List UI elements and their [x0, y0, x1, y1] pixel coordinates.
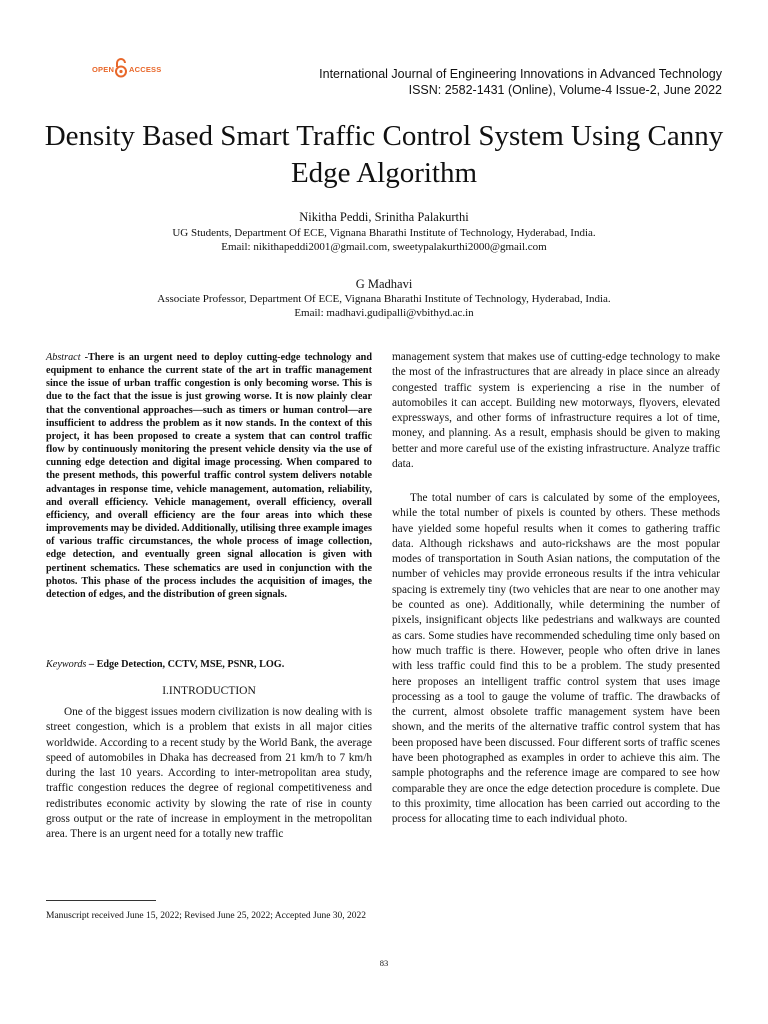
- journal-header: [319, 66, 722, 98]
- section-heading-introduction: I.INTRODUCTION: [162, 685, 256, 697]
- abstract-text: -There is an urgent need to deploy cutting-edge technology and equipment to enhance the current state of the art in traffic management since the issue of urban traffic congestion is only becoming worse. This is due to the fact that the issue is just growing worse. It is now plainly clear that the conventional approaches—such as timers or human control—are insufficient to address the problem as it now stands. In the context of this project, it has been proposed to create a system that can control traffic flow by continuously monitoring the present vehicle density via the use of cunning edge detection and digital image processing. When compared to the present methods, this powerful traffic control system delivers notable advantages in response time, vehicle management, automation, reliability, and overall efficiency. Vehicle management, overall efficiency, overall efficiency, and overall efficiency are the four areas into which these improvements may be divided. Additionally, utilising three example images of various traffic circumstances, the whole process of image collection, edge detection, and eventually green signal allocation is given with pertinent schematics. These schematics are used in conjunction with the photos. This phase of the process includes the acquisition of images, the detection of edges, and the distribution of green signals.: [46, 352, 372, 600]
- author-secondary: G Madhavi: [355, 277, 413, 291]
- email-secondary: Email: madhavi.gudipalli@vbithyd.ac.in: [294, 307, 474, 319]
- journal-issn: ISSN: 2582-1431 (Online), Volume-4 Issue-2, June 2022: [408, 83, 722, 97]
- intro-column-right-continuation: [392, 350, 720, 472]
- authors-primary: Nikitha Peddi, Srinitha Palakurthi: [299, 210, 469, 224]
- logo-open-text: OPEN: [92, 65, 115, 74]
- keywords-label: Keywords: [46, 659, 87, 670]
- footnote-divider: [46, 900, 156, 901]
- affiliation-primary-text: UG Students, Department Of ECE, Vignana Bharathi Institute of Technology, Hyderabad, India.: [172, 227, 596, 239]
- manuscript-footnote: Manuscript received June 15, 2022; Revised June 25, 2022; Accepted June 30, 2022: [46, 911, 367, 921]
- logo-access-text: ACCESS: [129, 65, 162, 74]
- page-number: 83: [379, 958, 389, 968]
- open-lock-icon: [114, 58, 128, 78]
- open-access-logo: [92, 58, 162, 80]
- abstract: [46, 351, 372, 601]
- affiliation-primary: [40, 226, 728, 254]
- abstract-label: Abstract: [46, 352, 81, 363]
- intro-column-right: [392, 491, 720, 828]
- intro-column-left: [46, 705, 372, 843]
- keywords-text: – Edge Detection, CCTV, MSE, PSNR, LOG.: [86, 659, 285, 670]
- paper-title: Density Based Smart Traffic Control System Using Canny Edge Algorithm: [44, 120, 724, 189]
- journal-name: International Journal of Engineering Innovations in Advanced Technology: [319, 67, 722, 81]
- intro-paragraph-1: One of the biggest issues modern civilization is now dealing with is street congestion, which is a problem that exists in all major cities worldwide. According to a recent study by the World Bank, the average speed of automobiles in Dhaka has decreased from 21 km/h to 7 km/h during the last 10 years. According to inter-metropolitan area study, traffic congestion reduces the degree of regional competitiveness and redistributes economic activity by slowing the rate of rise in county gross output or the rate of increase in employment in the metropolitan area. There is an urgent need for a totally new traffic: [46, 706, 372, 841]
- intro-paragraph-1-continued: management system that makes use of cutting-edge technology to make the most of the infrastructures that are already in place since an already congested traffic system is experiencing a rise in the number of automobiles it can accept. Building new motorways, flyovers, elevated expressways, and other forms of infrastructure requires a lot of time, money, and planning. As a result, emphasis should be given to making better and more careful use of the existing infrastructure. Analyze traffic data.: [392, 351, 720, 471]
- affiliation-secondary: [40, 292, 728, 320]
- email-primary: Email: nikithapeddi2001@gmail.com, sweetypalakurthi2000@gmail.com: [221, 241, 547, 253]
- keywords: [46, 658, 372, 671]
- affiliation-secondary-text: Associate Professor, Department Of ECE, Vignana Bharathi Institute of Technology, Hyderabad, India.: [157, 293, 611, 305]
- intro-paragraph-2: The total number of cars is calculated by some of the employees, while the total number of pixels is counted by others. These methods have yielded some hopeful results when it comes to gathering traffic data. Although rickshaws and auto-rickshaws are the most popular modes of transportation in South Asian nations, the computation of the number of vehicles may provide erroneous results if the intra vehicular spacing is extremely tiny (two vehicles that are near to one another may be counted as one). Additionally, while determining the number of pixels, insignificant objects like pedestrians and walkways are counted as cars. Some studies have recommended scheduling time only based on how much traffic is there. However, people who often drive in lanes with less traffic could find this to be a problem. The study presented here proposes an intelligent traffic control system that uses image processing as a tool to gauge the volume of traffic. The drawbacks of the current, almost obsolete traffic management system have been shown, and the merits of the alternative traffic control system that has been proposed have been discussed. Four different sorts of traffic scenes have been photographed as examples in order to achieve this aim. The sample photographs and the reference image are compared to see how comparable they are once the edge detection procedure is complete. Due to this proximity, time allocation has been carried out according to the process for allocating time to each individual photo.: [392, 492, 720, 826]
